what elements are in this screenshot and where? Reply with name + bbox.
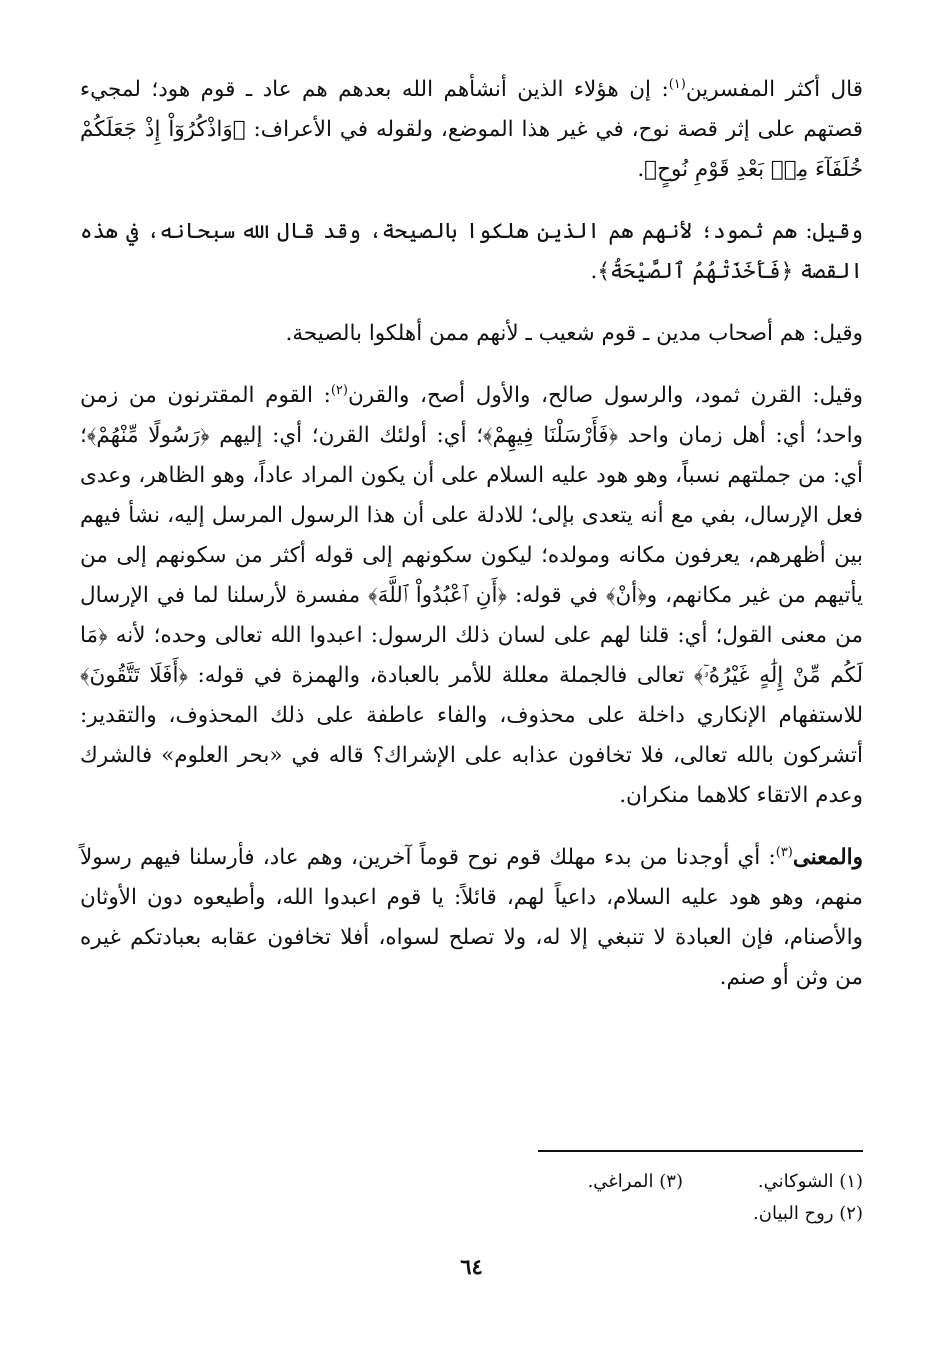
paragraph-text: قال أكثر المفسرين (685, 77, 864, 102)
paragraph-text: : القوم المقترنون من زمن واحد؛ أي: أهل زمان واحد ﴿فَأَرْسَلْنَا فِيهِمْ﴾؛ أي: أولئك القرن؛ أي: إليهم ﴿رَسُولًا مِّنْهُمْ﴾؛ أي: من جملتهم نسباً، وهو هود عليه السلام على أن يكون المراد عاداً، وهو الظاهر، وعدى فعل الإرسال، بفي مع أنه يتعدى بإلى؛ للادلة على أن هذا الرسول المرسل إليه، نشأ فيهم بين أظهرهم، يعرفون مكانه ومولده؛ ليكون سكونهم إلى قوله أكثر من سكونهم إلى من يأتيهم من غير مكانهم، و﴿أنْ﴾ في قوله: ﴿أَنِ ٱعْبُدُواْ ٱللَّهَ﴾ مفسرة لأرسلنا لما في الإرسال من معنى القول؛ أي: قلنا لهم على لسان ذلك الرسول: اعبدوا الله تعالى وحده؛ لأنه ﴿مَا لَكُم مِّنْ إِلَٰهٍ غَيْرُهُۥٓ﴾ تعالى فالجملة معللة للأمر بالعبادة، والهمزة في قوله: ﴿أَفَلَا تَتَّقُونَ﴾ للاستفهام الإنكاري داخلة على محذوف، والفاء عاطفة على ذلك المحذوف، والتقدير: أتشركون بالله تعالى، فلا تخافون عذابه على الإشراك؟ قاله في «بحر العلوم» فالشرك وعدم الاتقاء كلاهما منكران. (80, 383, 863, 808)
footnote-ref-2[interactable]: (٢) (330, 382, 348, 398)
paragraph-2 (80, 212, 863, 292)
paragraph-5 (80, 838, 863, 998)
footnote-divider (538, 1150, 863, 1152)
paragraph-text: : إن هؤلاء الذين أنشأهم الله بعدهم هم عاد ـ قوم هود؛ لمجيء قصتهم على إثر قصة نوح، في غير هذا الموضع، ولقوله في الأعراف: ﴿وَاذْكُرُوٓاْ إِذْ جَعَلَكُمْ خُلَفَآءَ مِنۢ بَعْدِ قَوْمِ نُوحٍ﴾. (80, 77, 863, 182)
footnote-2: (٢) روح البيان. (753, 1203, 863, 1224)
footnote-3: (٣) المراغي. (587, 1171, 683, 1192)
paragraph-1 (80, 70, 863, 190)
paragraph-text: وقيل: هم أصحاب مدين ـ قوم شعيب ـ لأنهم ممن أهلكوا بالصيحة. (285, 321, 863, 346)
footnote-ref-1[interactable]: (١) (668, 76, 686, 92)
paragraph-text: وقيل: هم ثمود؛ لأنهم هم الذين هلكوا بالصيحة، وقد قال الله سبحانه، في هذه القصة ﴿فَأَخَذَتْهُمُ ٱلصَّيْحَةُ﴾. (80, 219, 863, 284)
page-number: ٦٤ (460, 1254, 483, 1279)
paragraph-text: : أي أوجدنا من بدء مهلك قوم نوح قوماً آخرين، وهم عاد، فأرسلنا فيهم رسولاً منهم، وهو هود عليه السلام، داعياً لهم، قائلاً: يا قوم اعبدوا الله، وأطيعوه دون الأوثان والأصنام، فإن العبادة لا تنبغي إلا له، ولا تصلح لسواه، أفلا تخافون عقابه بعبادتكم غيره من وثن أو صنم. (80, 845, 863, 990)
footnote-row (80, 1198, 863, 1230)
paragraph-lead-word: والمعنى (792, 845, 863, 870)
footnote-row (80, 1166, 863, 1198)
paragraph-text: وقيل: القرن ثمود، والرسول صالح، والأول أصح، والقرن (347, 383, 864, 408)
paragraph-4 (80, 376, 863, 816)
footnote-ref-3[interactable]: (٣) (775, 844, 793, 860)
document-page (80, 70, 863, 1330)
footnote-1: (١) الشوكاني. (757, 1171, 863, 1192)
footnotes (80, 1166, 863, 1230)
paragraph-3 (80, 314, 863, 354)
